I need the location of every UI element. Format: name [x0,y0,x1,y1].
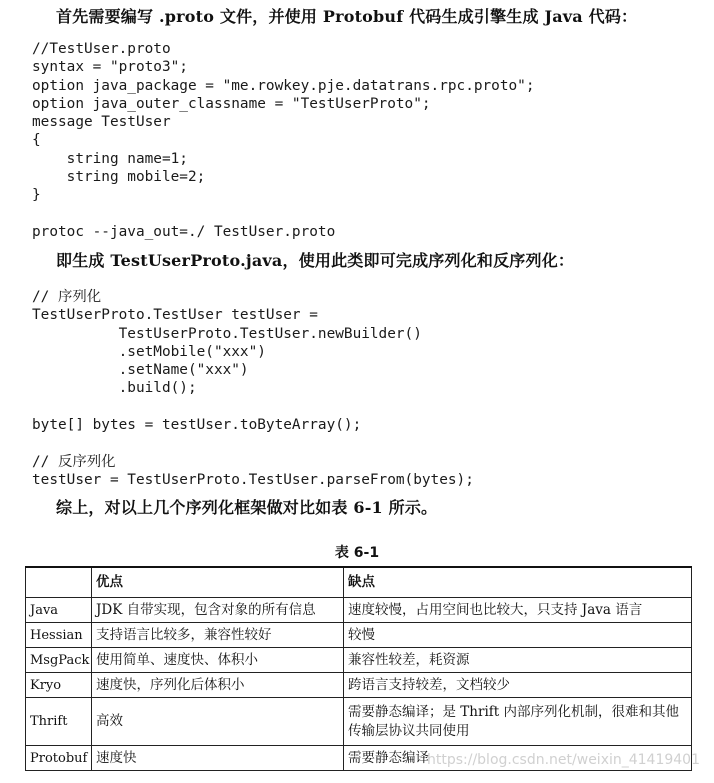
code-line: TestUserProto.TestUser testUser = [32,307,318,324]
cons-cell: 需要静态编译；是 Thrift 内部序列化机制，很难和其他传输层协议共同使用 [344,698,692,746]
table-caption: 表 6-1 [334,545,380,561]
pros-cell: JDK 自带实现，包含对象的所有信息 [92,598,344,623]
cons-cell: 需要静态编译 [344,746,692,771]
code-block-java [32,288,474,489]
framework-name: Protobuf [26,746,92,771]
generate-paragraph: 即生成 TestUserProto.java，使用此类即可完成序列化和反序列化： [56,251,575,270]
code-line: option java_package = "me.rowkey.pje.datatrans.rpc.proto"; [32,77,535,94]
framework-name: Kryo [26,673,92,698]
pros-cell: 支持语言比较多，兼容性较好 [92,623,344,648]
intro-paragraph: 首先需要编写 .proto 文件，并使用 Protobuf 代码生成引擎生成 Java 代码： [56,7,638,26]
code-line: .build(); [32,380,197,397]
pros-cell: 高效 [92,698,344,746]
summary-paragraph: 综上，对以上几个序列化框架做对比如表 6-1 所示。 [56,498,438,517]
framework-name: Hessian [26,623,92,648]
code-line: protoc --java_out=./ TestUser.proto [32,223,336,240]
code-line: string name=1; [32,150,188,167]
code-line: // 反序列化 [32,453,116,470]
framework-name: MsgPack [26,648,92,673]
code-line: // 序列化 [32,289,102,305]
code-line: option java_outer_classname = "TestUserProto"; [32,95,431,112]
cons-cell: 跨语言支持较差，文档较少 [344,673,692,698]
watermark-url: https://blog.csdn.net/weixin_41419401 [426,752,700,768]
code-line: TestUserProto.TestUser.newBuilder() [32,325,422,342]
table-row [26,623,692,648]
framework-name: Thrift [26,698,92,746]
code-line [32,434,474,452]
cons-cell: 兼容性较差，耗资源 [344,648,692,673]
table-header-row [26,567,692,598]
table-row [26,648,692,673]
framework-name: Java [26,598,92,623]
table-row [26,598,692,623]
pros-cell: 速度快，序列化后体积小 [92,673,344,698]
code-line: syntax = "proto3"; [32,59,188,76]
header-cell-pros: 优点 [92,567,344,598]
table-row [26,673,692,698]
code-block-proto [32,40,535,241]
code-line: //TestUser.proto [32,41,171,57]
code-line: string mobile=2; [32,169,206,186]
pros-cell: 使用简单、速度快、体积小 [92,648,344,673]
code-line: { [32,132,41,149]
code-line: message TestUser [32,114,171,131]
cons-cell: 较慢 [344,623,692,648]
pros-cell: 速度快 [92,746,344,771]
code-line: .setMobile("xxx") [32,343,266,360]
table-row [26,698,692,746]
comparison-table [25,566,692,771]
header-cell-framework [26,567,92,598]
code-line [32,398,474,416]
code-line: } [32,187,41,204]
header-cell-cons: 缺点 [344,567,692,598]
cons-cell: 速度较慢，占用空间也比较大，只支持 Java 语言 [344,598,692,623]
code-line: .setName("xxx") [32,362,249,379]
code-line: testUser = TestUserProto.TestUser.parseFrom(bytes); [32,471,474,488]
code-line: byte[] bytes = testUser.toByteArray(); [32,417,362,434]
code-line [32,205,535,223]
